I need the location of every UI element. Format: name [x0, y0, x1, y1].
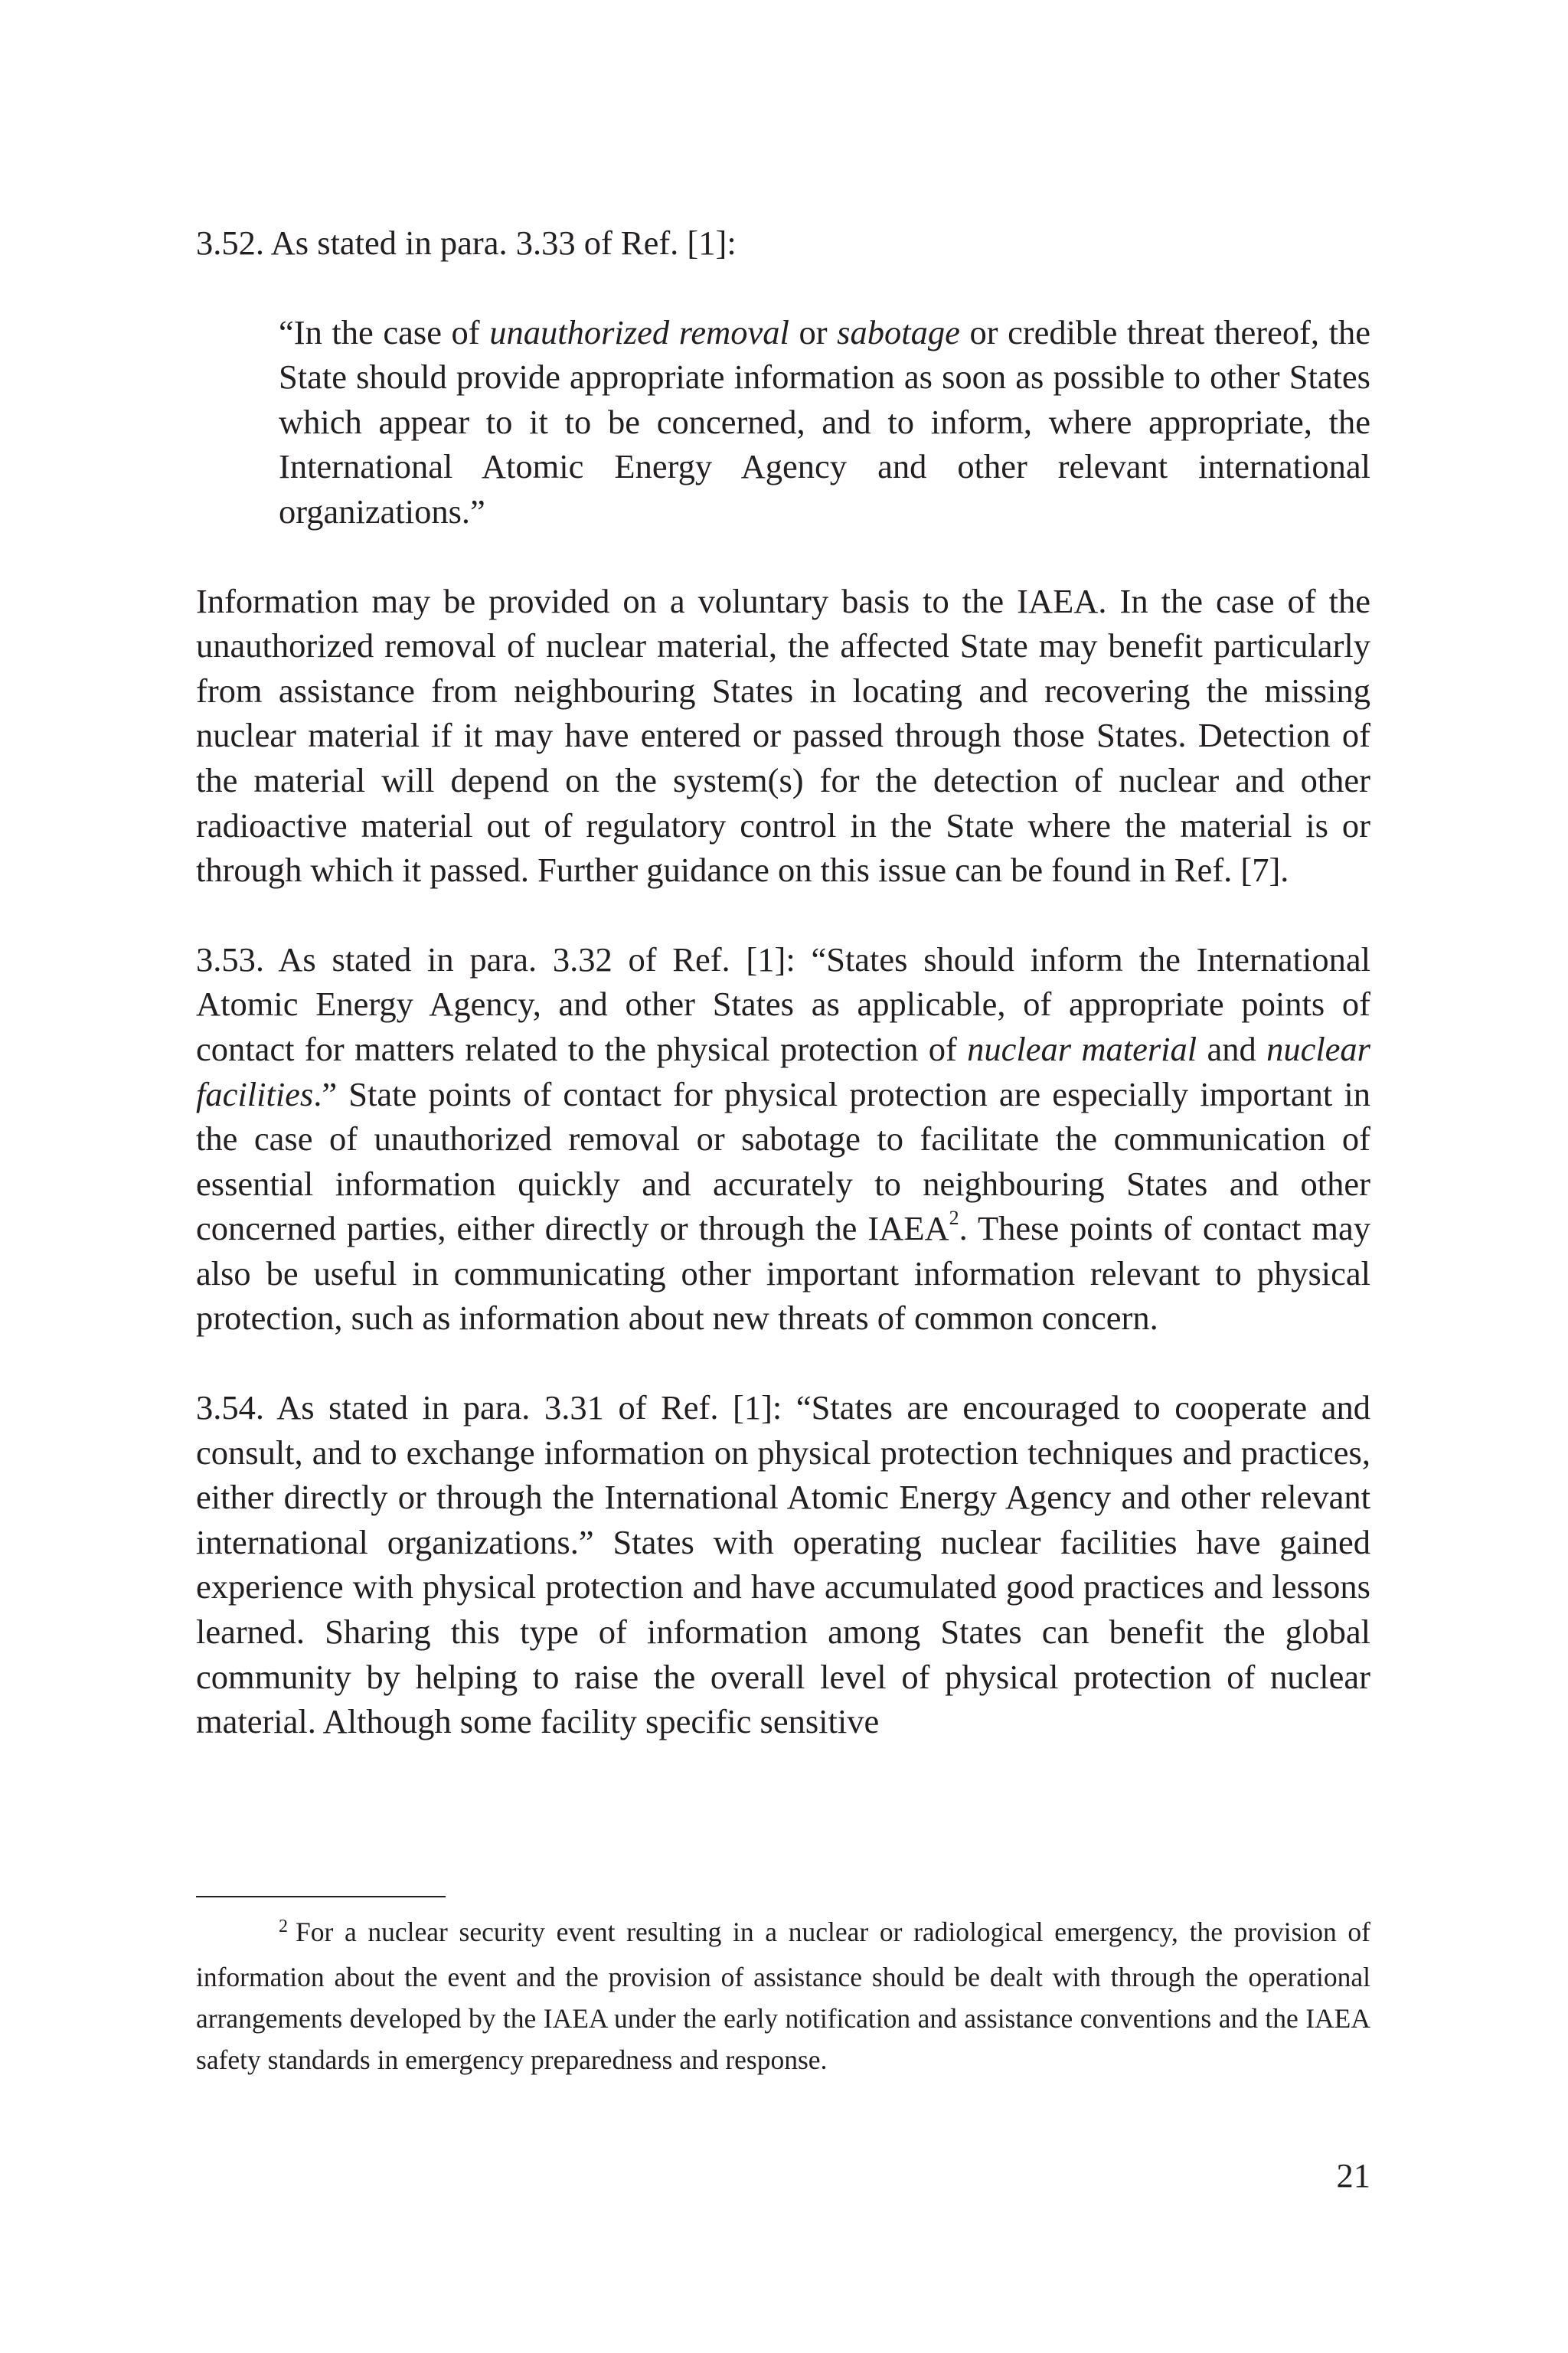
footnote-reference[interactable]: 2 — [949, 1207, 959, 1230]
para-3-53-italic-1: nuclear material — [967, 1029, 1197, 1068]
para-3-54: 3.54. As stated in para. 3.31 of Ref. [1]: “States are encouraged to cooperate and consult, and to exchange information on physical protection techniques and practices, either directly or through the International Atomic Energy Agency and other relevant international organizations.” States with operating nuclear facilities have gained experience with physical protection and have accumulated good practices and lessons learned. Sharing this type of information among States can benefit the global community by helping to raise the overall level of physical protection of nuclear material. Although some facility specific sensitive — [196, 1388, 1370, 1741]
para-3-52-heading: 3.52. As stated in para. 3.33 of Ref. [1]: — [196, 224, 737, 262]
footnote-mark: 2 — [279, 1917, 288, 1936]
para-3-52-body: Information may be provided on a voluntary basis to the IAEA. In the case of the unauthorized removal of nuclear material, the affected State may benefit particularly from assistance from neighbouring States in locating and recovering the missing nuclear material if it may have entered or passed through those States. Detection of the material will depend on the system(s) for the detection of nuclear and other radioactive material out of regulatory control in the State where the material is or through which it passed. Further guidance on this issue can be found in Ref. [7]. — [196, 581, 1370, 890]
quote-italic-2: sabotage — [837, 312, 960, 351]
footnote-divider — [196, 1896, 446, 1897]
footnote — [196, 1911, 1370, 2080]
main-text — [196, 221, 1370, 1744]
para-3-53-text-1: 3.53. As stated in para. 3.32 of Ref. [1]: “States should inform the International Atomic Energy Agency, and other States as applicable, of appropriate points of contact for matters related to the physical protection of — [196, 940, 1370, 1068]
quote-text-3: or credible threat thereof, the State should provide appropriate information as soon as possible to other States which appear to it to be concerned, and to inform, where appropriate, the International Atomic Energy Agency and other relevant international organizations.” — [279, 312, 1370, 531]
para-3-53 — [196, 937, 1370, 1341]
para-3-53-italic-2: nuclear facilities — [196, 1029, 1370, 1113]
footnote-text: For a nuclear security event resulting in a nuclear or radiological emergency, the provision of information about the event and the provision of assistance should be dealt with through the operational arrangements developed by the IAEA under the early notification and assistance conventions and the IAEA safety standards in emergency preparedness and response. — [196, 1917, 1370, 2075]
para-3-53-text-3: .” State points of contact for physical protection are especially important in the case of unauthorized removal or sabotage to facilitate the communication of essential information quickly and accurately to neighbouring States and other concerned parties, either directly or through the IAEA — [196, 1074, 1370, 1248]
para-3-53-text-4: . These points of contact may also be useful in communicating other important information relevant to physical protection, such as information about new threats of common concern. — [196, 1209, 1370, 1338]
quote-text-1: “In the case of — [279, 312, 490, 351]
page-number: 21 — [1336, 2156, 1370, 2194]
quote-text-2: or — [789, 312, 838, 351]
para-3-53-text-2: and — [1197, 1029, 1267, 1068]
block-quote — [279, 310, 1370, 534]
quote-italic-1: unauthorized removal — [489, 312, 789, 351]
